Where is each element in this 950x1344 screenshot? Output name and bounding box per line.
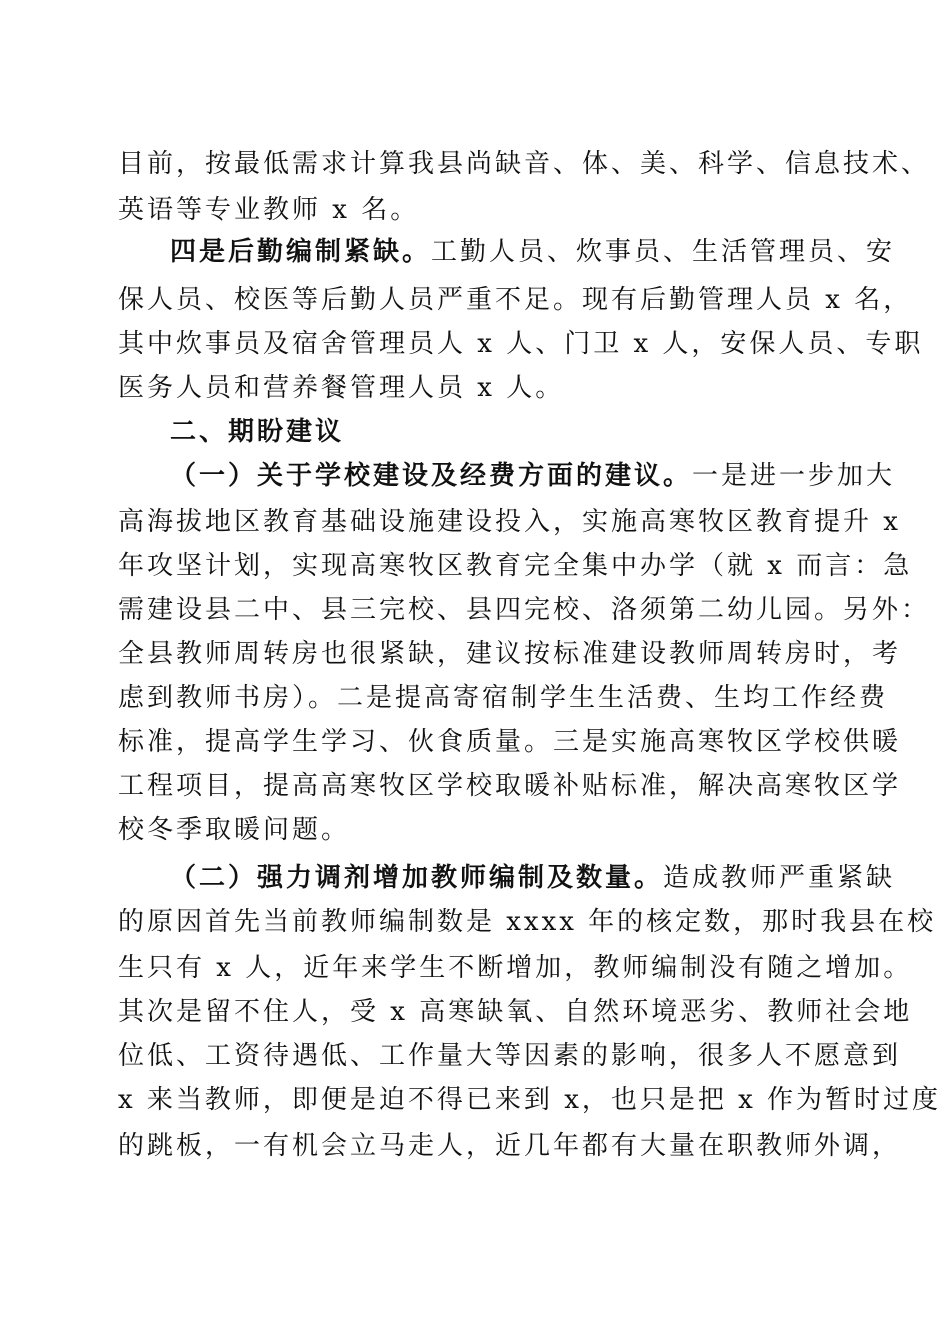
text-line: 工程项目，提高高寒牧区学校取暖补贴标准，解决高寒牧区学	[118, 771, 902, 801]
text-line: 其中炊事员及宿舍管理员人 x 人、门卫 x 人，安保人员、专职	[118, 329, 924, 359]
section-heading: 二、期盼建议	[170, 417, 345, 447]
text-line: x 来当教师，即便是迫不得已来到 x，也只是把 x 作为暂时过度	[118, 1085, 942, 1115]
text-line: 年攻坚计划，实现高寒牧区教育完全集中办学（就 x 而言：急	[118, 551, 913, 581]
text-line	[170, 232, 895, 272]
text-line: 虑到教师书房）。二是提高寄宿制学生生活费、生均工作经费	[118, 683, 889, 713]
text-line	[170, 456, 895, 496]
text-span: 一是进一步加大	[692, 461, 896, 491]
text-span: 造成教师严重紧缺	[663, 863, 896, 893]
text-line: 的原因首先当前教师编制数是 xxxx 年的核定数，那时我县在校	[118, 907, 937, 937]
text-line: 生只有 x 人，近年来学生不断增加，教师编制没有随之增加。	[118, 953, 913, 983]
paragraph-lead: （二）强力调剂增加教师编制及数量。	[170, 863, 664, 893]
text-line	[170, 858, 895, 898]
text-line: 其次是留不住人，受 x 高寒缺氧、自然环境恶劣、教师社会地	[118, 997, 913, 1027]
text-line: 目前，按最低需求计算我县尚缺音、体、美、科学、信息技术、	[118, 149, 931, 179]
text-line: 需建设县二中、县三完校、县四完校、洛须第二幼儿园。另外：	[118, 595, 931, 625]
text-line: 位低、工资待遇低、工作量大等因素的影响，很多人不愿意到	[118, 1041, 902, 1071]
text-line: 的跳板，一有机会立马走人，近几年都有大量在职教师外调，	[118, 1131, 902, 1161]
text-line: 医务人员和营养餐管理人员 x 人。	[118, 373, 565, 403]
text-line: 高海拔地区教育基础设施建设投入，实施高寒牧区教育提升 x	[118, 507, 901, 537]
paragraph-lead: 四是后勤编制紧缺。	[170, 237, 432, 267]
text-line: 保人员、校医等后勤人员严重不足。现有后勤管理人员 x 名，	[118, 285, 913, 315]
text-span: 工勤人员、炊事员、生活管理员、安	[431, 237, 896, 267]
text-line: 校冬季取暖问题。	[118, 815, 351, 845]
text-line: 英语等专业教师 x 名。	[118, 195, 420, 225]
text-line: 标准，提高学生学习、伙食质量。三是实施高寒牧区学校供暖	[118, 727, 902, 757]
paragraph-lead: （一）关于学校建设及经费方面的建议。	[170, 461, 693, 491]
text-line: 全县教师周转房也很紧缺，建议按标准建设教师周转房时，考	[118, 639, 902, 669]
